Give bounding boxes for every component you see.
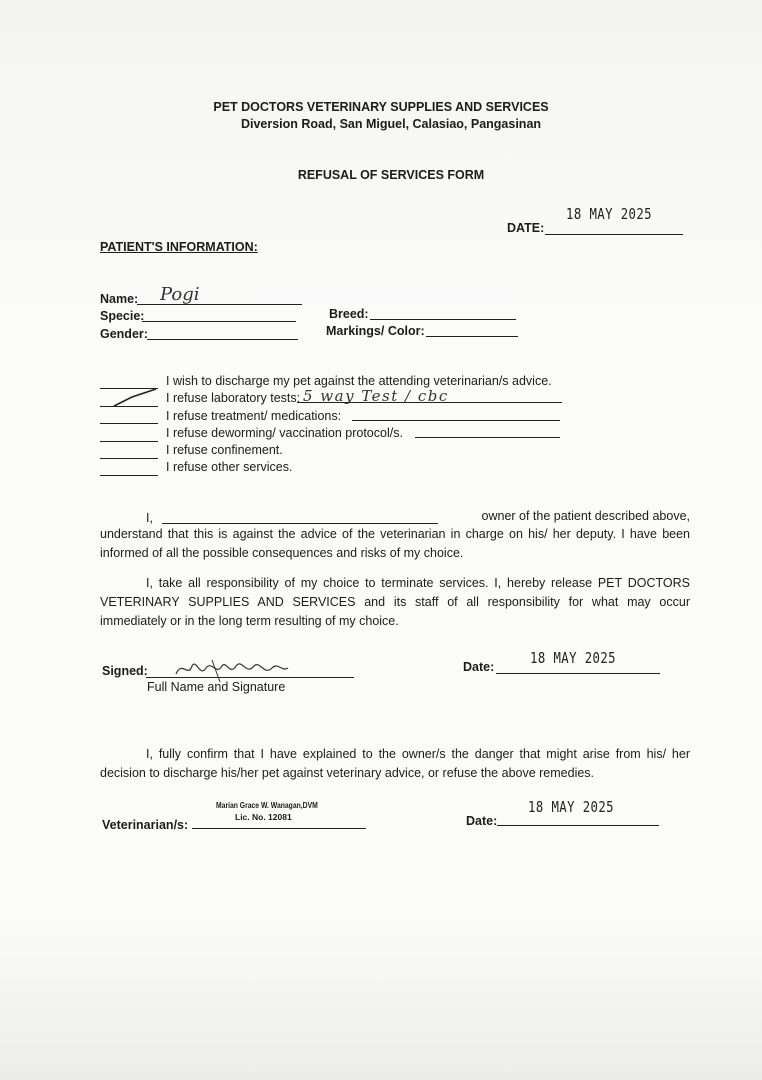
owner-suffix: owner of the patient described above, [481,509,690,523]
company-address: Diversion Road, San Miguel, Calasiao, Pangasinan [240,117,542,131]
gender-label: Gender: [100,327,148,341]
name-line [137,304,302,305]
option-5-text: I refuse confinement. [166,443,283,457]
vet-signature-line [192,828,366,829]
checkmark-icon [112,386,160,408]
specie-label: Specie: [100,309,145,323]
option-3-detail-line [352,420,560,421]
gender-line [147,339,298,340]
name-value: Pogi [160,284,200,305]
option-2-detail: 5 way Test / cbc [303,387,449,405]
option-4-line [100,441,158,442]
vet-date-label: Date: [466,814,498,828]
date-label: DATE: [507,221,545,235]
patient-section-title: PATIENT'S INFORMATION: [100,240,258,254]
specie-line [142,321,296,322]
option-3-line [100,423,158,424]
owner-date-stamp: 18 MAY 2025 [530,649,616,667]
date-stamp: 18 MAY 2025 [566,205,652,223]
markings-line [426,336,518,337]
option-6-line [100,475,158,476]
company-name: PET DOCTORS VETERINARY SUPPLIES AND SERVICES [213,100,549,114]
signed-label: Signed: [102,664,148,678]
form-title: REFUSAL OF SERVICES FORM [297,168,485,182]
option-6-text: I refuse other services. [166,460,293,474]
vet-label: Veterinarian/s: [102,818,189,832]
signed-line [146,677,354,678]
vet-date-line [497,825,659,826]
owner-date-line [496,673,660,674]
owner-date-label: Date: [463,660,495,674]
option-5-line [100,458,158,459]
responsibility-text: I, take all responsibility of my choice to terminate services. I, hereby release PET DOCTORS VETERINARY SUPPLIES AND SERVICES and its staff of all responsibility for what may occur immediately or in the long term resulting of my choice. [100,576,690,628]
option-2-detail-line [297,402,562,403]
vet-date-stamp: 18 MAY 2025 [528,798,614,816]
owner-statement-text: understand that this is against the advice of the veterinarian in charge on his/ her deputy. I have been informed of all the possible consequences and risks of my choice. [100,527,690,560]
owner-prefix: I, [146,511,153,525]
name-label: Name: [100,292,139,306]
date-line [545,234,683,235]
markings-label: Markings/ Color: [326,324,425,338]
signature-caption: Full Name and Signature [147,680,286,694]
vet-name: Marian Grace W. Wanagan,DVM [216,801,318,810]
option-1-text: I wish to discharge my pet against the attending veterinarian/s advice. [166,374,552,388]
breed-line [370,319,516,320]
option-2-text: I refuse laboratory tests: [166,391,301,405]
confirmation-text: I, fully confirm that I have explained to the owner/s the danger that might arise from his/ her decision to discharge his/her pet against veterinary advice, or refuse the above remedies. [100,747,690,780]
option-4-detail-line [415,437,560,438]
breed-label: Breed: [329,307,369,321]
owner-name-line [162,523,438,524]
option-4-text: I refuse deworming/ vaccination protocol/s. [166,426,403,440]
vet-license: Lic. No. 12081 [235,812,292,822]
option-3-text: I refuse treatment/ medications: [166,409,342,423]
